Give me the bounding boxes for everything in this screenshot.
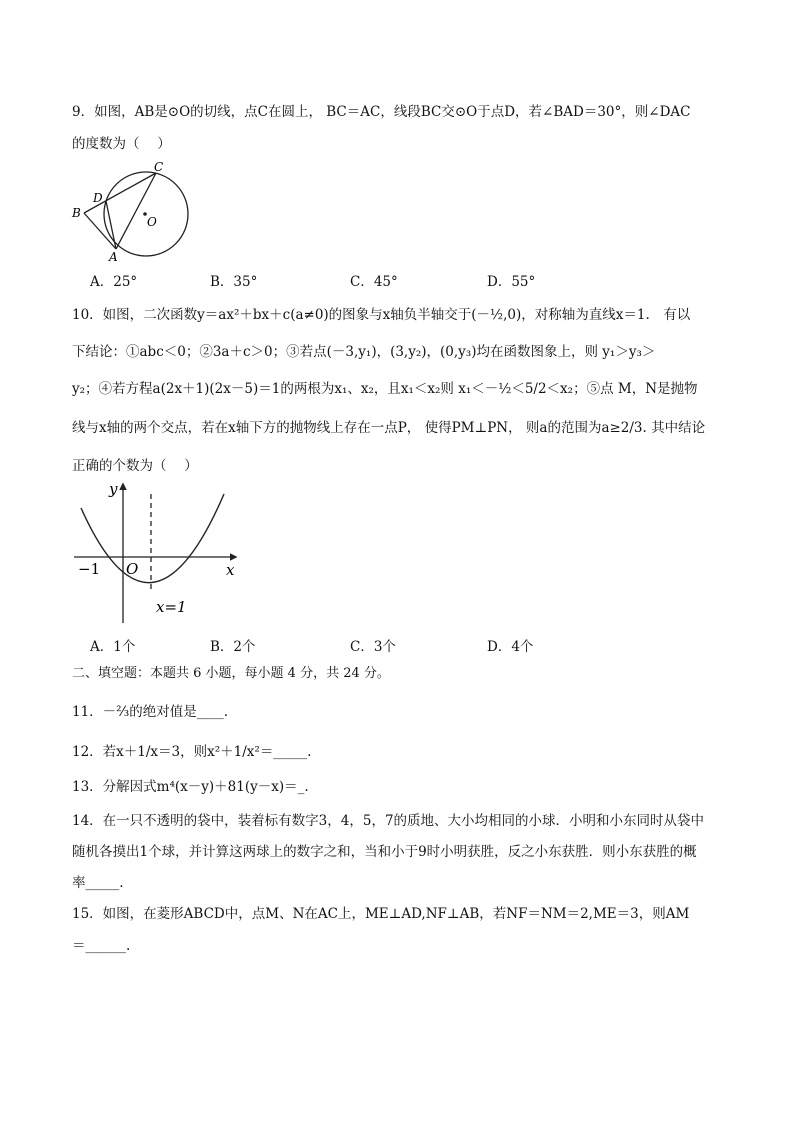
q9-option-d: D．55° [487,274,536,290]
segment-ba [84,213,116,249]
q10-line2: 下结论：①abc＜0；②3a＋c＞0；③若点(－3,y₁)，(3,y₂)，(0,y₃)均在函数图象上，则 y₁＞y₃＞ [72,344,656,360]
segment-ad [106,201,116,249]
q9-option-b: B．35° [210,274,258,290]
q10-option-b: B．2个 [210,639,256,655]
q9-option-c: C．45° [350,274,398,290]
q10-parabola-figure [66,478,246,628]
label-c: C [154,160,164,174]
q10-line5: 正确的个数为（ ） [72,458,198,474]
q10-option-c: C．3个 [350,639,396,655]
q14-line1: 14．在一只不透明的袋中，装着标有数字3，4，5，7的质地、大小均相同的小球．小明和小东同时从袋中 [72,813,705,829]
q15-line2: ＝______. [72,938,131,954]
q9-line1: 9．如图，AB是⊙O的切线，点C在圆上， BC＝AC，线段BC交⊙O于点D，若∠BAD＝30°，则∠DAC [72,104,691,120]
q9-option-a: A．25° [90,274,138,290]
q14-line2: 随机各摸出1个球，并计算这两球上的数字之和，当和小于9时小明获胜，反之小东获胜．则小东获胜的概 [72,844,697,860]
q15-line1: 15．如图，在菱形ABCD中，点M、N在AC上，ME⊥AD,NF⊥AB，若NF＝NM＝2,ME＝3，则AM [72,906,690,922]
q13: 13．分解因式m⁴(x－y)＋81(y－x)＝_. [72,779,309,795]
q10-option-a: A．1个 [90,639,136,655]
label-b: B [72,206,81,220]
label-o: O [126,560,139,578]
section-heading: 二、填空题：本题共 6 小题，每小题 4 分，共 24 分。 [72,666,390,681]
q11: 11．－⅔的绝对值是____. [72,704,229,720]
q10-option-d: D．4个 [487,639,534,655]
parabola-curve [81,494,224,583]
q12: 12．若x＋1/x＝3，则x²＋1/x²＝_____. [72,744,312,760]
q9-line2: 的度数为（ ） [72,136,171,152]
q14-line3: 率_____. [72,875,124,891]
q10-line4: 线与x轴的两个交点，若在x轴下方的抛物线上存在一点P， 使得PM⊥PN， 则a的范围为a≥2/3. 其中结论 [72,420,706,436]
label-y: y [109,480,118,498]
label-axis: x=1 [156,598,187,616]
label-d: D [93,191,103,205]
q9-circle-figure [66,158,196,263]
label-x: x [226,561,235,579]
label-o: O [147,215,157,229]
q10-line1: 10．如图，二次函数y＝ax²＋bx＋c(a≠0)的图象与x轴负半轴交于(－½,0)，对称轴为直线x＝1. 有以 [72,307,691,323]
label-a: A [109,250,118,263]
q10-line3: y₂；④若方程a(2x＋1)(2x－5)＝1的两根为x₁、x₂，且x₁＜x₂则 x₁＜－½＜5/2＜x₂；⑤点 M，N是抛物 [72,381,698,397]
label-neg1: −1 [78,560,101,578]
